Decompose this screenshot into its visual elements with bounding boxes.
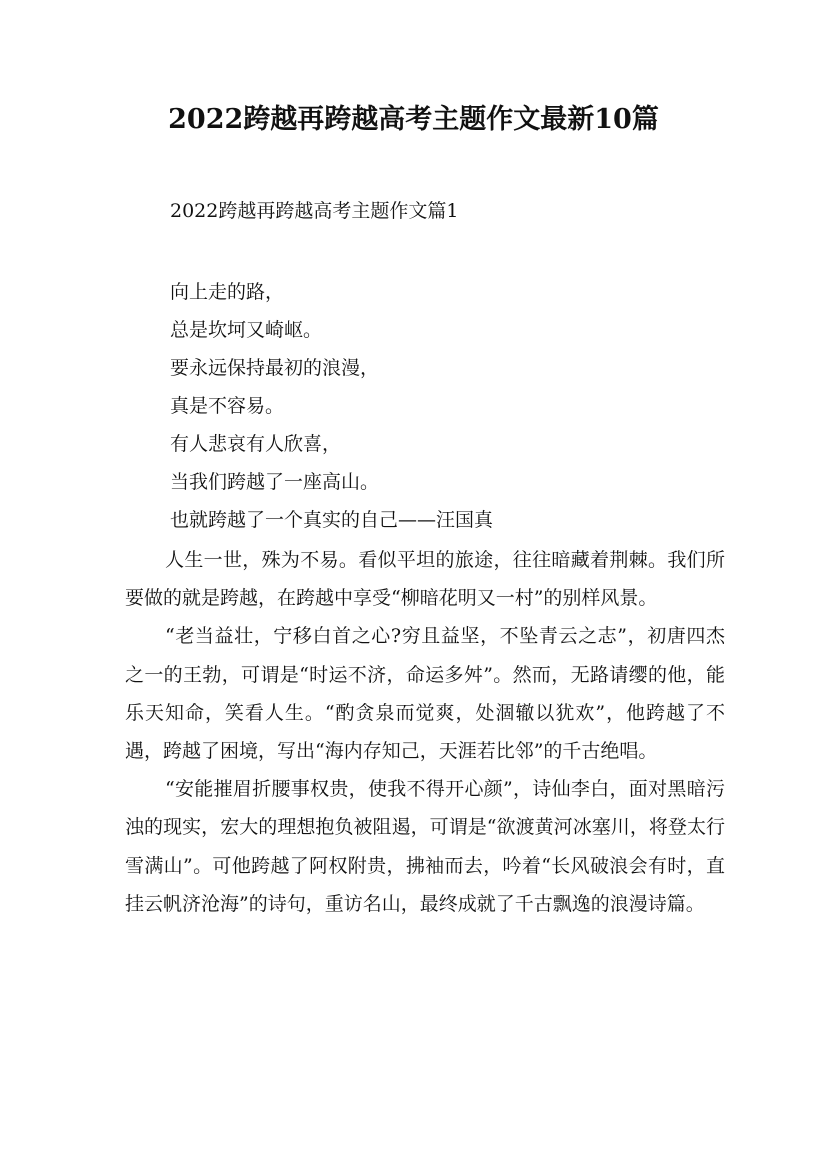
poem-line: 真是不容易。 xyxy=(170,395,285,417)
poem-line: 也就跨越了一个真实的自己——汪国真 xyxy=(170,509,494,531)
paragraph: 人生一世，殊为不易。看似平坦的旅途，往往暗藏着荆棘。我们所要做的就是跨越，在跨越中享受“柳暗花明又一村”的别样风景。 xyxy=(125,549,725,610)
body-text xyxy=(125,541,725,923)
document-title: 2022跨越再跨越高考主题作文最新10篇 xyxy=(168,104,659,135)
poem xyxy=(170,273,493,539)
paragraph: “安能摧眉折腰事权贵，使我不得开心颜”，诗仙李白，面对黑暗污浊的现实，宏大的理想抱负被阻遏，可谓是“欲渡黄河冰塞川，将登太行雪满山”。可他跨越了阿权附贵，拂袖而去，吟着“长风破浪会有时，直挂云帆济沧海”的诗句，重访名山，最终成就了千古飘逸的浪漫诗篇。 xyxy=(125,778,725,915)
poem-line: 要永远保持最初的浪漫， xyxy=(170,357,380,379)
paragraph: “老当益壮，宁移白首之心?穷且益坚，不坠青云之志”，初唐四杰之一的王勃，可谓是“时运不济，命运多舛”。然而，无路请缨的他，能乐天知命，笑看人生。“酌贪泉而觉爽，处涸辙以犹欢”，他跨越了不遇，跨越了困境，写出“海内存知己，天涯若比邻”的千古绝唱。 xyxy=(125,625,725,763)
poem-line: 当我们跨越了一座高山。 xyxy=(170,471,380,493)
section-heading: 2022跨越再跨越高考主题作文篇1 xyxy=(170,200,459,222)
poem-line: 有人悲哀有人欣喜， xyxy=(170,433,342,455)
poem-line: 向上走的路， xyxy=(170,281,285,303)
poem-line: 总是坎坷又崎岖。 xyxy=(170,319,323,341)
